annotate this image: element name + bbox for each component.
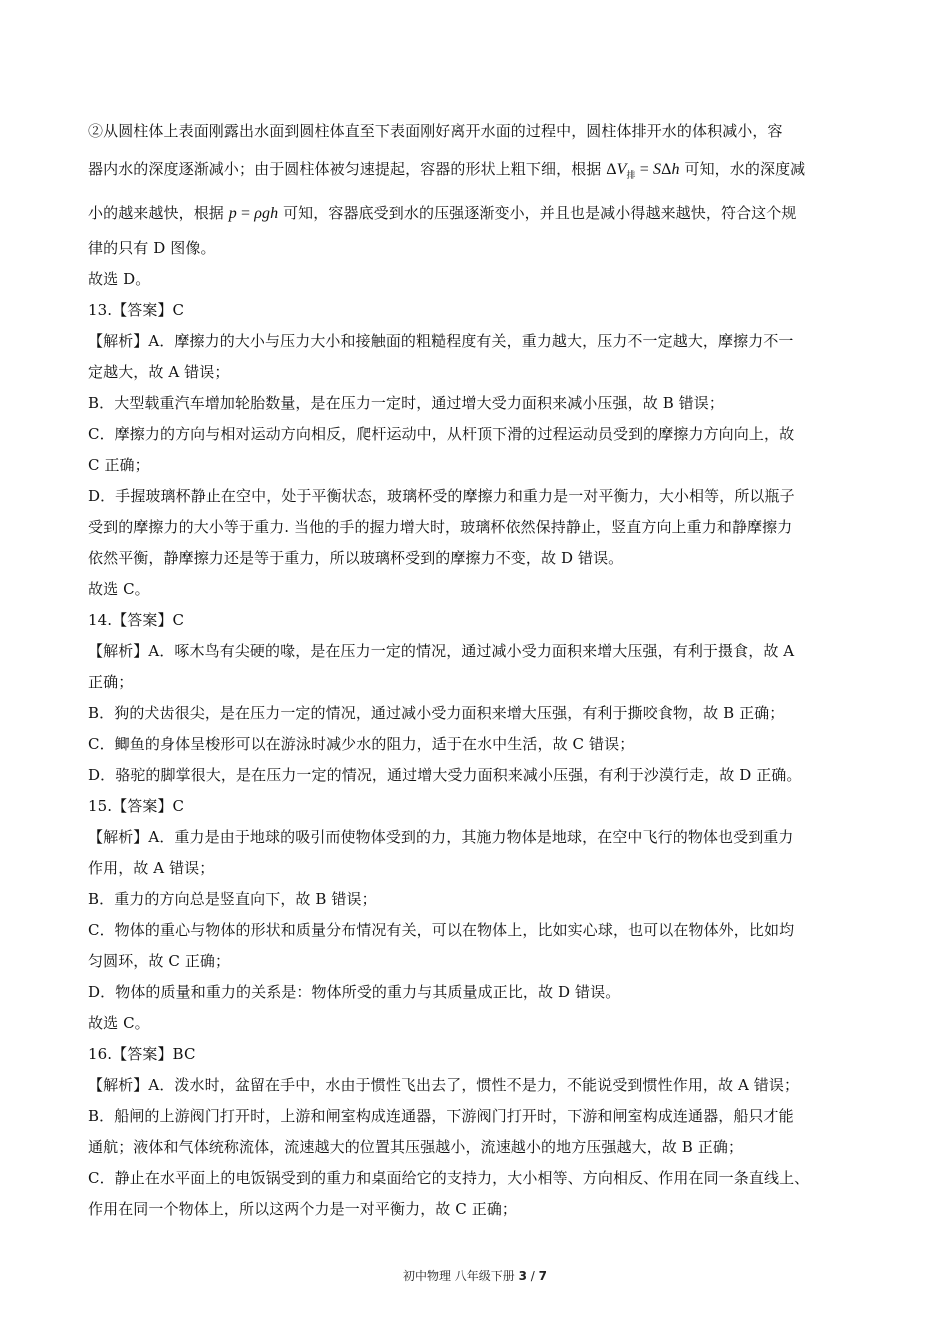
- q13-answer: 13.【答案】C: [88, 301, 185, 320]
- q16-line: 作用在同一个物体上，所以这两个力是一对平衡力，故 C 正确；: [88, 1200, 518, 1219]
- formula-volume-change: $\Delta V_排 = S\Delta h$: [606, 161, 680, 181]
- q14-line: B．狗的犬齿很尖，是在压力一定的情况，通过减小受力面积来增大压强，有利于撕咬食物，故 B 正确；: [88, 704, 785, 723]
- page-content: [88, 112, 868, 1225]
- footer-total-pages: 7: [538, 1269, 548, 1283]
- intro-line-3-end: 可知，容器底受到水的压强逐渐变小，并且也是减小得越来越快，符合这个规: [283, 204, 797, 223]
- q13-line: B．大型载重汽车增加轮胎数量，是在压力一定时，通过增大受力面积来减小压强，故 B 错误；: [88, 394, 724, 413]
- q15-line: 匀圆环，故 C 正确；: [88, 952, 231, 971]
- intro-choice: 故选 D。: [88, 270, 151, 289]
- q13-line: C．摩擦力的方向与相对运动方向相反，爬杆运动中，从杆顶下滑的过程运动员受到的摩擦力方向向上，故: [88, 425, 795, 444]
- footer-label: 初中物理 八年级下册: [402, 1269, 515, 1283]
- q13-line: 定越大，故 A 错误；: [88, 363, 230, 382]
- q15-line: C．物体的重心与物体的形状和质量分布情况有关，可以在物体上，比如实心球，也可以在物体外，比如均: [88, 921, 795, 940]
- q15-line: 【解析】A．重力是由于地球的吸引而使物体受到的力，其施力物体是地球，在空中飞行的物体也受到重力: [88, 828, 794, 847]
- formula-pressure: p = ρgh: [228, 205, 279, 223]
- q16-line: C．静止在水平面上的电饭锅受到的重力和桌面给它的支持力，大小相等、方向相反、作用在同一条直线上、: [88, 1169, 810, 1188]
- footer-page-number: 3: [518, 1269, 527, 1283]
- q14-line: 正确；: [88, 673, 134, 692]
- page-footer: [0, 1268, 950, 1284]
- q15-answer: 15.【答案】C: [88, 797, 185, 816]
- intro-line-2: [88, 150, 868, 194]
- q14-line: C．鲫鱼的身体呈梭形可以在游泳时减少水的阻力，适于在水中生活，故 C 错误；: [88, 735, 635, 754]
- intro-line-2-end: 可知，水的深度减: [684, 160, 806, 178]
- q14-line: D．骆驼的脚掌很大，是在压力一定的情况，通过增大受力面积来减小压强，有利于沙漠行走，故 D 正确。: [88, 766, 802, 785]
- intro-line-4: 律的只有 D 图像。: [88, 239, 216, 258]
- q13-line: D．手握玻璃杯静止在空中，处于平衡状态，玻璃杯受的摩擦力和重力是一对平衡力，大小相等，所以瓶子: [88, 487, 795, 506]
- intro-line-3: [88, 194, 868, 233]
- q13-line: C 正确；: [88, 456, 150, 475]
- q16-line: 通航；液体和气体统称流体，流速越大的位置其压强越小，流速越小的地方压强越大，故 B 正确；: [88, 1138, 744, 1157]
- q16-answer: 16.【答案】BC: [88, 1045, 196, 1064]
- intro-line-2-start: 器内水的深度逐渐减小；由于圆柱体被匀速提起，容器的形状上粗下细，根据: [88, 160, 602, 178]
- footer-separator: /: [530, 1269, 535, 1283]
- q13-line: 依然平衡，静摩擦力还是等于重力，所以玻璃杯受到的摩擦力不变，故 D 错误。: [88, 549, 624, 568]
- q16-line: B．船闸的上游阀门打开时，上游和闸室构成连通器，下游阀门打开时，下游和闸室构成连通器，船只才能: [88, 1107, 794, 1126]
- q13-line: 【解析】A．摩擦力的大小与压力大小和接触面的粗糙程度有关，重力越大，压力不一定越大，摩擦力不一: [88, 332, 794, 351]
- q15-choice: 故选 C。: [88, 1014, 150, 1033]
- intro-line-3-start: 小的越来越快，根据: [88, 204, 224, 223]
- q15-line: D．物体的质量和重力的关系是：物体所受的重力与其质量成正比，故 D 错误。: [88, 983, 621, 1002]
- q13-choice: 故选 C。: [88, 580, 150, 599]
- q13-line: 受到的摩擦力的大小等于重力. 当他的手的握力增大时，玻璃杯依然保持静止，竖直方向上重力和静摩擦力: [88, 518, 793, 537]
- q15-line: B．重力的方向总是竖直向下，故 B 错误；: [88, 890, 377, 909]
- intro-line-1: ②从圆柱体上表面刚露出水面到圆柱体直至下表面刚好离开水面的过程中，圆柱体排开水的体积减小，容: [88, 122, 783, 140]
- q14-line: 【解析】A．啄木鸟有尖硬的喙，是在压力一定的情况，通过减小受力面积来增大压强，有利于摄食，故 A: [88, 642, 795, 661]
- q14-answer: 14.【答案】C: [88, 611, 185, 630]
- q16-line: 【解析】A．泼水时，盆留在手中，水由于惯性飞出去了，惯性不是力，不能说受到惯性作用，故 A 错误；: [88, 1076, 800, 1095]
- q15-line: 作用，故 A 错误；: [88, 859, 215, 878]
